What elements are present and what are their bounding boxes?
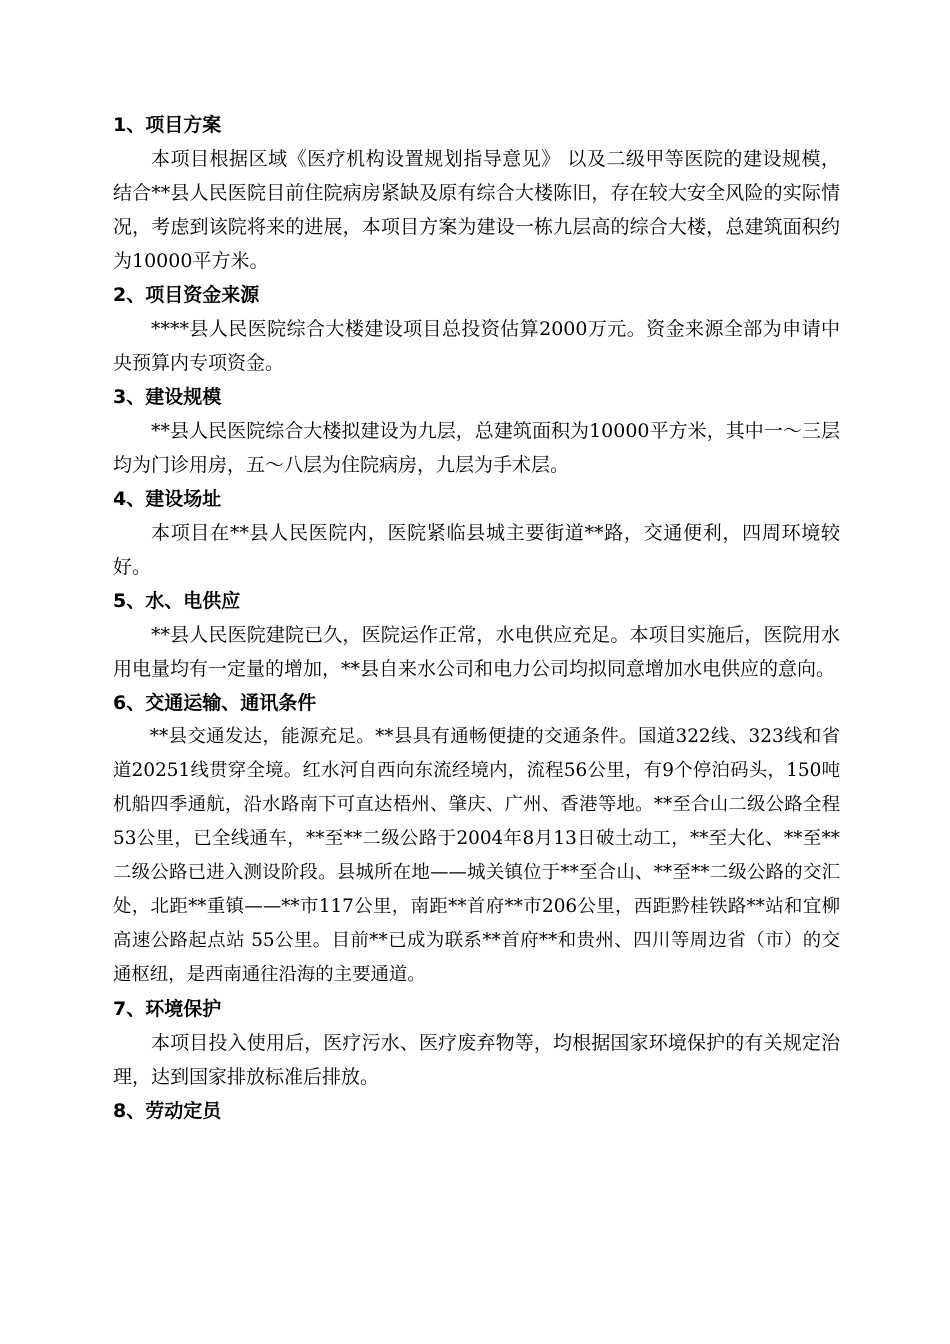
section-heading: 7、环境保护 — [113, 998, 222, 1020]
section-heading: 1、项目方案 — [113, 114, 222, 136]
section-paragraph: 本项目投入使用后，医疗污水、医疗废弃物等，均根据国家环境保护的有关规定治理，达到国家排放标准后排放。 — [113, 1032, 840, 1088]
section-paragraph: 本项目根据区域《医疗机构设置规划指导意见》 以及二级甲等医院的建设规模，结合**县人民医院目前住院病房紧缺及原有综合大楼陈旧，存在较大安全风险的实际情况，考虑到该院将来的进展，本项目方案为建设一栋九层高的综合大楼，总建筑面积约为10000平方米。 — [113, 148, 840, 272]
section-paragraph: 本项目在**县人民医院内，医院紧临县城主要街道**路，交通便利，四周环境较好。 — [113, 522, 840, 578]
section-paragraph: **县人民医院综合大楼拟建设为九层，总建筑面积为10000平方米，其中一～三层均为门诊用房，五～八层为住院病房，九层为手术层。 — [113, 420, 840, 476]
section-heading: 3、建设规模 — [113, 386, 222, 408]
section-heading: 8、劳动定员 — [113, 1100, 222, 1122]
section-construction-site — [113, 482, 840, 584]
section-heading: 2、项目资金来源 — [113, 284, 260, 306]
section-heading: 4、建设场址 — [113, 488, 222, 510]
section-environmental-protection — [113, 992, 840, 1094]
section-paragraph: **县交通发达，能源充足。**县具有通畅便捷的交通条件。国道322线、323线和省道20251线贯穿全境。红水河自西向东流经境内，流程56公里，有9个停泊码头，150吨机船四季通航，沿水路南下可直达梧州、肇庆、广州、香港等地。**至合山二级公路全程53公里，已全线通车，**至**二级公路于2004年8月13日破土动工，**至大化、**至**二级公路已进入测设阶段。县城所在地——城关镇位于**至合山、**至**二级公路的交汇处，北距**重镇——**市117公里，南距**首府**市206公里，西距黔桂铁路**站和宜柳高速公路起点站 55公里。目前**已成为联系**首府**和贵州、四川等周边省（市）的交通枢纽，是西南通往沿海的主要通道。 — [113, 726, 840, 985]
section-paragraph: ****县人民医院综合大楼建设项目总投资估算2000万元。资金来源全部为申请中央预算内专项资金。 — [113, 318, 840, 374]
document-page — [113, 108, 840, 1128]
section-transport-communication — [113, 686, 840, 992]
section-water-power-supply — [113, 584, 840, 686]
section-construction-scale — [113, 380, 840, 482]
section-heading: 5、水、电供应 — [113, 590, 241, 612]
section-heading: 6、交通运输、通讯条件 — [113, 692, 317, 714]
section-project-plan — [113, 108, 840, 278]
section-paragraph: **县人民医院建院已久，医院运作正常，水电供应充足。本项目实施后，医院用水用电量均有一定量的增加，**县自来水公司和电力公司均拟同意增加水电供应的意向。 — [113, 624, 840, 680]
section-staffing — [113, 1094, 840, 1128]
section-funding-source — [113, 278, 840, 380]
